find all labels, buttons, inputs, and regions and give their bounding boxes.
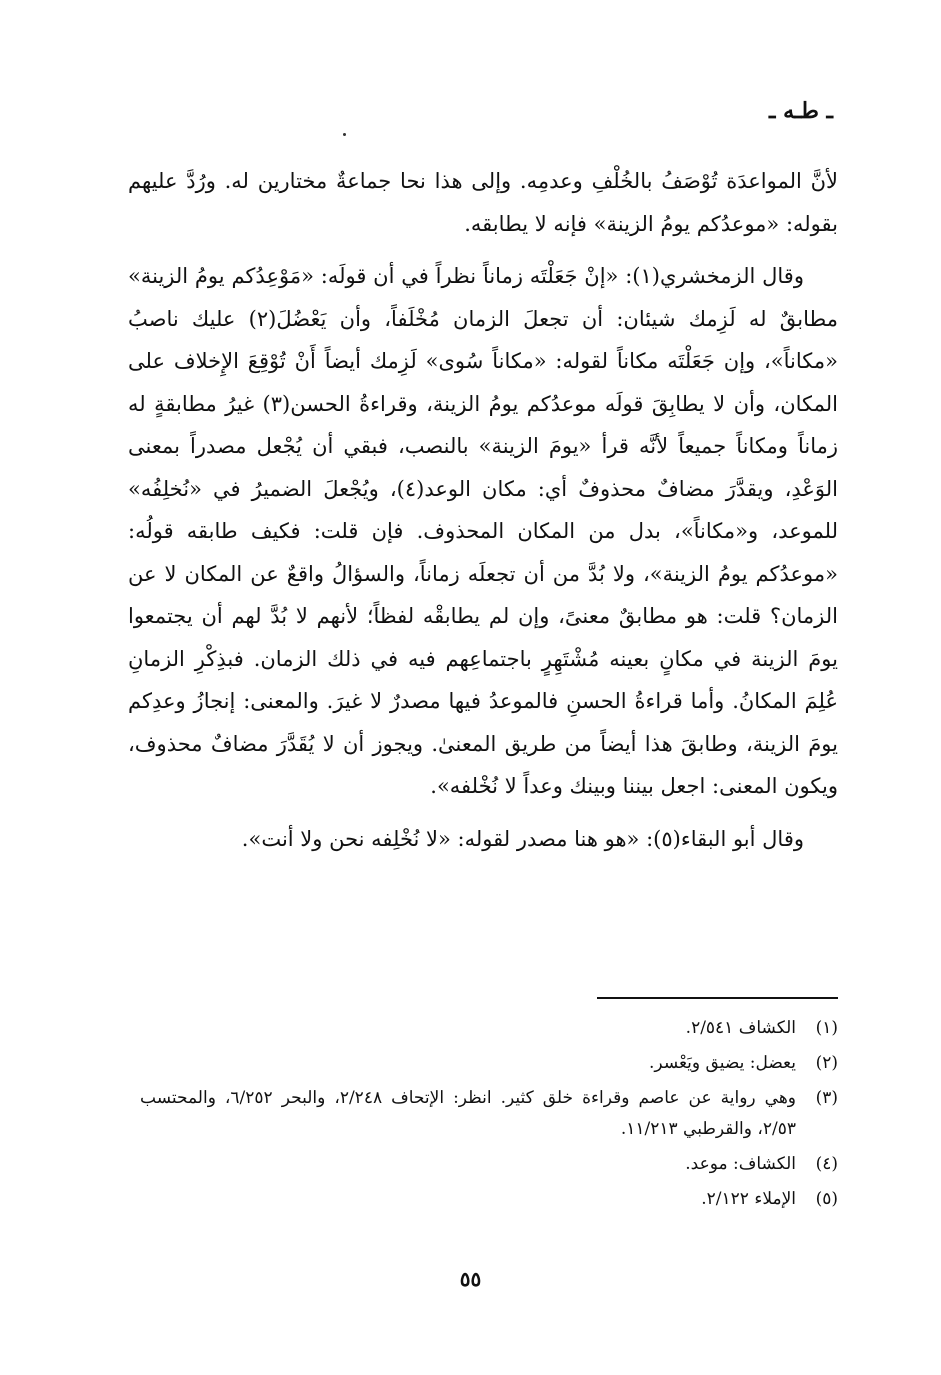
- footnote: [140, 1184, 838, 1215]
- footnote-number: (٤): [815, 1154, 838, 1174]
- footnote-text: الإملاء ٢/١٢٢.: [701, 1189, 796, 1209]
- paragraph: وقال الزمخشري(١): «إنْ جَعَلْتَه زماناً نظراً في أن قولَه: «مَوْعِدُكم يومُ الزينة» مطابقٌ له لَزِمك شيئان: أن تجعلَ الزمان مُخْلَفاً، وأن يَعْضُلَ(٢) عليك ناصبُ «مكاناً»، وإن جَعَلْتَه مكاناً لقوله: «مكاناً سُوى» لَزِمك أيضاً أَنْ تُوْقِعَ الإِخلاف على المكان، وأن لا يطابِقَ قولَه موعدُكم يومُ الزينة، وقراءةُ الحسن(٣) غيرُ مطابقةٍ له زماناً ومكاناً جميعاً لأنَّه قرأ «يومَ الزينة» بالنصب، فبقي أن يُجْعل مصدراً بمعنى الوَعْدِ، ويقدَّرَ مضافٌ محذوفٌ أي: مكان الوعد(٤)، ويُجْعلَ الضميرُ في «نُخلِفُه» للموعد، و«مكاناً»، بدل من المكان المحذوف. فإن قلت: فكيف طابقه قولُه: «موعدُكم يومُ الزينة»، ولا بُدَّ من أن تجعلَه زماناً، والسؤالُ واقعٌ عن المكان لا عن الزمان؟ قلت: هو مطابقٌ معنىً، وإن لم يطابقْه لفظاً؛ لأنهم لا بُدَّ لهم أن يجتمعوا يومَ الزينة في مكانٍ بعينه مُشْتَهِرٍ باجتماعِهم فيه في ذلك الزمان. فبذِكْرِ الزمانِ عُلِمَ المكانُ. وأما قراءةُ الحسنِ فالموعدُ فيها مصدرٌ لا غيرَ. والمعنى: إنجازُ وعدِكم يومَ الزينة، وطابقَ هذا أيضاً من طريق المعنىٰ. ويجوز أن لا يُقَدَّرَ مضافٌ محذوف، ويكون المعنى: اجعل بيننا وبينك وعداً لا نُخْلفه».: [128, 264, 838, 798]
- footnote: [140, 1013, 838, 1044]
- footnote: [140, 1149, 838, 1180]
- paragraph: لأنَّ المواعدَة تُوْصَفُ بالخُلْفِ وعدمِه. وإلى هذا نحا جماعةٌ مختارين له. ورُدَّ عليهم بقوله: «موعدُكم يومُ الزينة» فإنه لا يطابقه.: [128, 169, 838, 236]
- footnote-text: الكشاف: موعد.: [685, 1154, 796, 1174]
- page-number: ٥٥: [459, 1267, 482, 1291]
- running-header: ـ طـه ـ: [769, 98, 833, 124]
- footnote-number: (٢): [815, 1053, 838, 1073]
- footnote: [140, 1083, 838, 1145]
- footnotes: [140, 1013, 838, 1219]
- footnote-number: (١): [815, 1018, 838, 1038]
- main-text: [128, 160, 838, 860]
- footnote-text: الكشاف ٢/٥٤١.: [685, 1018, 796, 1038]
- paragraph: وقال أبو البقاء(٥): «هو هنا مصدر لقوله: «لا نُخْلِفه نحن ولا أنت».: [241, 826, 804, 851]
- footnote-separator: [597, 997, 838, 999]
- footnote: [140, 1048, 838, 1079]
- stray-dot: [343, 133, 346, 136]
- footnote-number: (٥): [815, 1189, 838, 1209]
- footnote-number: (٣): [815, 1088, 838, 1108]
- footnote-text: وهي رواية عن عاصم وقراءة خلق كثير. انظر: الإتحاف ٢/٢٤٨، والبحر ٦/٢٥٢، والمحتسب ٢/٥٣، والقرطبي ١١/٢١٣.: [140, 1088, 797, 1139]
- footnote-text: يعضل: يضيق ويَعْسر.: [649, 1053, 796, 1073]
